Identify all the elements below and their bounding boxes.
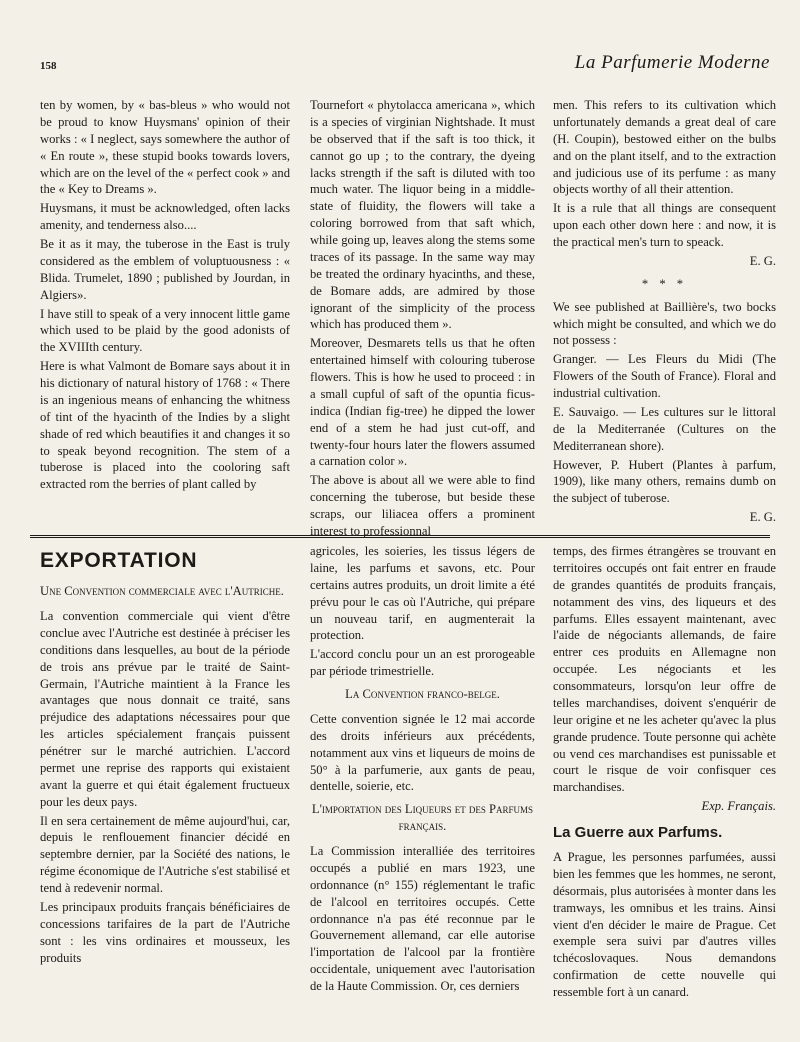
paragraph: A Prague, les personnes parfumées, aussi bien les femmes que les hommes, ne seront, désormais, plus autorisées à monter dans les tramways, les omnibus et les trains. Ainsi vient d'en décider le maire de Prague. Cet exemple sera suivi par d'autres villes tchécoslovaques. Nous demandons confirmation de cette nouvelle qui ressemble fort à un canard. [553,850,776,1000]
section-separator: * * * [641,276,688,291]
signature: E. G. [749,510,776,525]
bottom-column-2 [310,543,535,995]
paragraph: ten by women, by « bas-bleus » who would not be proud to know Huysmans' opinion of their works : « I neglect, says somewhere the author of « En route », these stupid books towards lovers, which are on the level of the « perfect cook » and the « Key to Dreams ». [40,98,290,197]
subheading: L'importation des Liqueurs et des Parfums français. [311,802,534,834]
paragraph: It is a rule that all things are consequent upon each other down here : and now, it is the practical men's turn to speack. [553,201,776,249]
paragraph: Here is what Valmont de Bomare says about it in his dictionary of natural history of 1768 : « There is an ingenious means of enhancing the whitness of tint of the hyacinth of the Indies by a slight shade of red which beautifies it and changes it so to speak beyond recognition. The stem of a tuberose is placed into the cooloring saft extracted rom the berries of plant called by [40,359,290,492]
paragraph: Huysmans, it must be acknowledged, often lacks amenity, and tenderness also.... [40,201,290,233]
paragraph: Moreover, Desmarets tells us that he often entertained himself with colouring tuberose flowers. This is how he used to proceed : in a small cupful of saft of the opuntia ficus-indica (Indian fig-tree) he dipped the lower end of a stem he had just cut-off, and twenty-four hours later the flowers assumed a carnation color ». [310,336,535,469]
paragraph: La Commission interalliée des territoires occupés a publié en mars 1923, une ordonnance (n° 155) réglementant le trafic de l'alcool en territoires occupés. Cette ordonnance n'a pas été reconnue par le Gouvernement allemand, car elle autorise l'importation de l'alcool par la frontière occidentale, uniquement avec l'autorisation de la Haute Commission. Or, ces derniers [310,844,535,993]
signature: E. G. [749,253,776,268]
top-column-1 [40,97,290,493]
article-title: La Guerre aux Parfums. [553,824,723,841]
paragraph: Tournefort « phytolacca americana », which is a species of virginian Nightshade. It must be observed that if the saft is too thick, it cannot go up ; to the contrary, the dyeing lacks strength if the saft is diluted with too much water. The liquor being in a middle-state of fluidity, the flowers will take a coloring borrowed from that saft which, while going up, leaves along the stems some traces of its passage. In the same way may be treated the ordinary hyacinths, and these, de Bomare adds, are admired by those ignorant of the simplicity of the process which has produced them ». [310,98,535,332]
bottom-column-3 [553,543,776,1001]
paragraph: The above is about all we were able to find concerning the tuberose, but beside these scraps, our liliacea offers a prominent interest to professionnal [310,473,535,538]
section-title: EXPORTATION [40,549,198,572]
paragraph: Be it as it may, the tuberose in the East is truly considered as the emblem of voluptuousness : « Blida. Trumelet, 1890 ; published by Jourdan, in Algiers». [40,237,290,302]
signature: Exp. Français. [701,799,776,814]
top-column-3 [553,97,776,526]
paragraph: L'accord conclu pour un an est prorogeable par période trimestrielle. [310,647,535,679]
page-number: 158 [40,60,57,72]
subheading: La Convention franco-belge. [345,687,500,701]
paragraph: men. This refers to its cultivation which unfortunately demands a great deal of care (H. Coupin), bestowed either on the bulbs and on the plant itself, and to the extraction and judicious use of its perfume : as many objects worthy of all their attention. [553,98,776,197]
running-title: La Parfumerie Moderne [574,52,770,73]
paragraph: We see published at Baillière's, two bocks which might be consulted, and which we do not possess : [553,299,776,348]
paragraph: However, P. Hubert (Plantes à parfum, 1909), like many others, remains dumb on the subject of tuberose. [553,457,776,506]
paragraph: La convention commerciale qui vient d'être conclue avec l'Autriche est destinée à préciser les conditions dans lesquelles, au bout de la période de trois ans prévue par le traité de Saint-Germain, l'Autriche maintient à la France les avantages que nous donnait ce traité, sans préjudice des adaptations nécessaires pour que les articles spécialement français puissent pénétrer sur le marché autrichien. L'accord permet une reprise des rapports qui existaient avant la guerre et qui était également fructueux pour les deux pays. [40,609,290,809]
paragraph: Les principaux produits français bénéficiaires de concessions tarifaires de la part de l'Autriche sont : les vins ordinaires et mousseux, les produits [40,899,290,965]
paragraph: Cette convention signée le 12 mai accorde des droits inférieurs aux précédents, notamment aux vins et liqueurs de moins de 50° à la parfumerie, aux gants de peau, dentelle, soierie, etc. [310,711,535,794]
paragraph: I have still to speak of a very innocent little game which used to be plaid by the good adonists of the XVIIIth century. [40,306,290,355]
subheading: Une Convention commerciale avec l'Autriche. [40,584,284,599]
paragraph: temps, des firmes étrangères se trouvant en territoires occupés ont fait entrer en fraude de grandes quantités de produits français, notamment des vins, des liqueurs et des parfums. Elles essayent maintenant, avec l'aide de négociants allemands, de faire entrer ces produits en Allemagne non occupée. Les négociants et les consommateurs, lorsqu'on leur offre de telles marchandises, doivent s'enquérir de leur origine et ne les acheter qu'avec la plus grande prudence. Toute personne qui achète ou vend ces marchandises est punissable et court le risque de voir confisquer ces marchandises. [553,544,776,795]
bottom-column-1 [40,543,290,966]
bibliography-entry: E. Sauvaigo. — Les cultures sur le littoral de la Mediterranée (Cultures on the Mediterranean shore). [553,404,776,453]
paragraph: Il en sera certainement de même aujourd'hui, car, depuis le renflouement financier décidé en septembre dernier, par la Société des nations, le régime économique de l'Autriche s'est stabilisé et tend à redevenir normal. [40,813,290,895]
section-divider [30,535,770,538]
paragraph: agricoles, les soieries, les tissus légers de laine, les parfums et savons, etc. Pour certains autres produits, un droit limite a été prévu pour le cas où l'Autriche, qui prépare un nouveau tarif, en augmenterait la protection. [310,544,535,643]
bibliography-entry: Granger. — Les Fleurs du Midi (The Flowers of the South of France). Floral and industrial cultivation. [553,352,776,400]
top-column-2 [310,97,535,540]
